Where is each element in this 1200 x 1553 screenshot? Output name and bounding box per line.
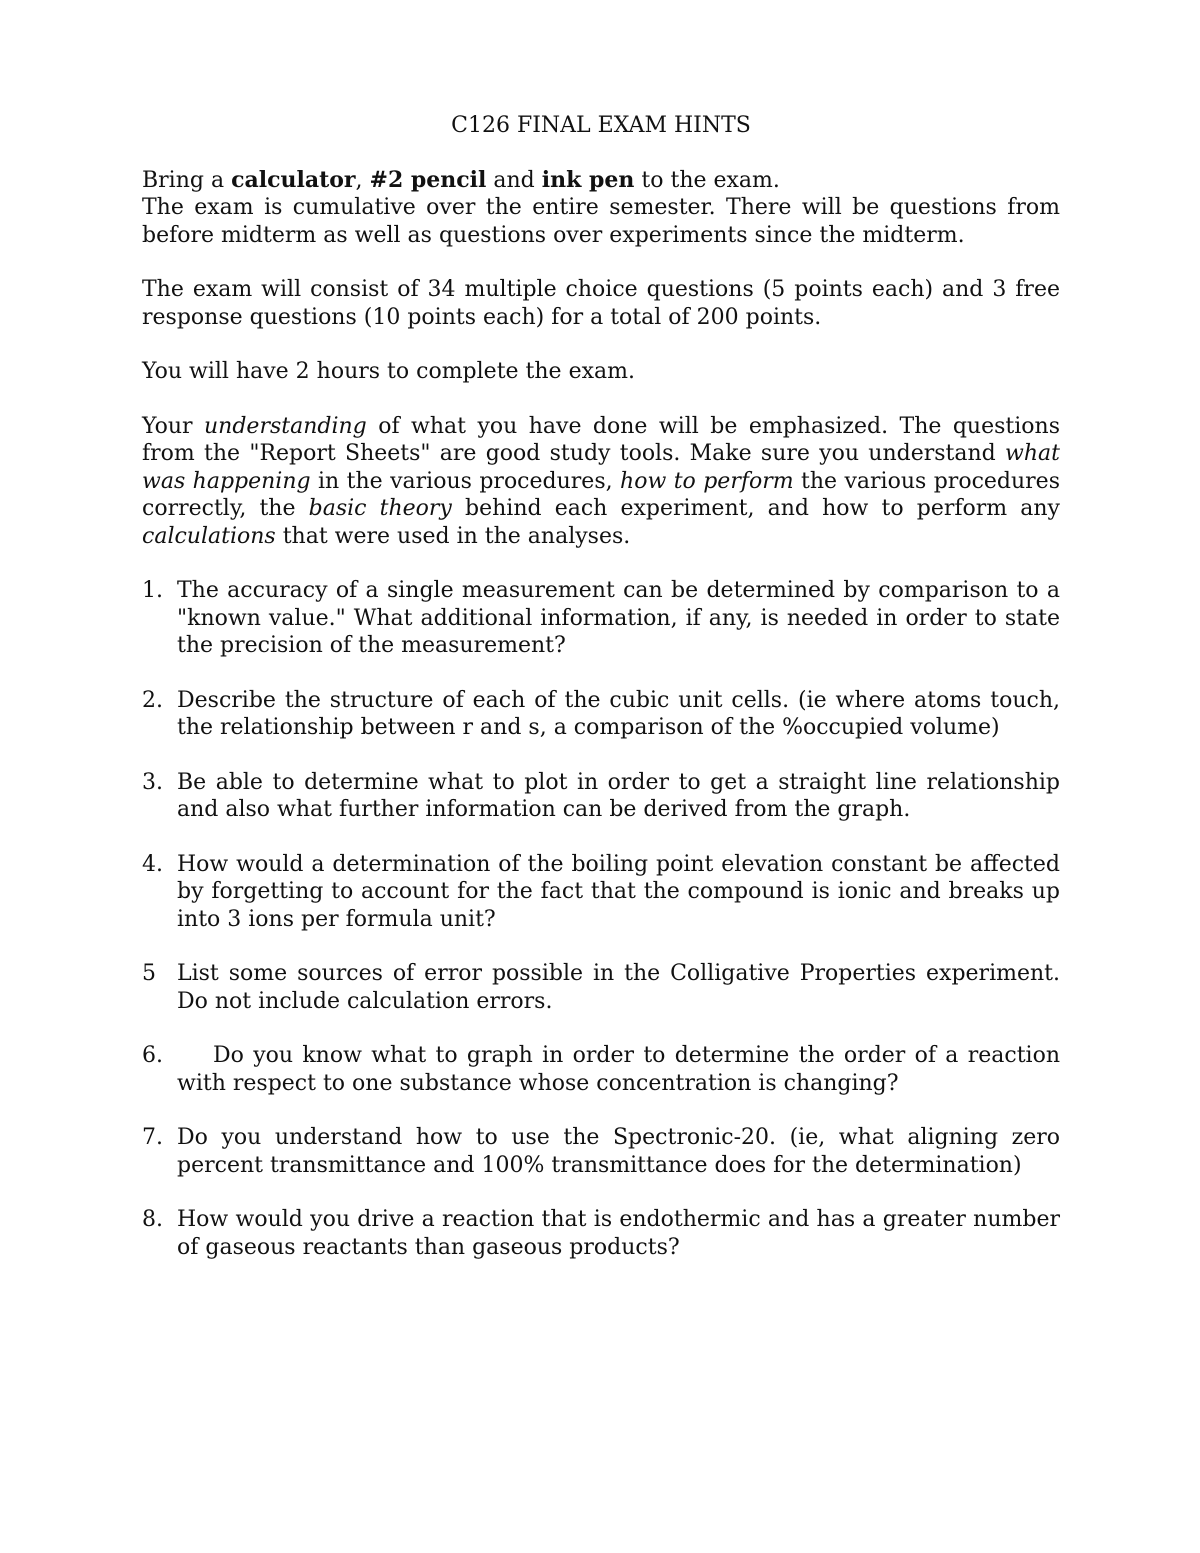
document-page — [142, 112, 1060, 1288]
emphasis-italic-perform: how to perform — [620, 468, 794, 494]
bring-line — [142, 167, 1060, 195]
list-item-text: Do you know what to graph in order to determine the order of a reaction with respect to one substance whose concentration is changing? — [177, 1043, 1060, 1096]
bring-sep-2: and — [486, 167, 542, 193]
list-item-text: List some sources of error possible in the Colligative Properties experiment. Do not include calculation errors. — [177, 961, 1060, 1014]
emphasis-text-6: that were used in the analyses. — [275, 523, 631, 549]
list-item — [142, 1042, 1060, 1097]
bring-calculator: calculator — [231, 166, 356, 193]
list-item-number: 4. — [142, 851, 163, 877]
bring-prefix: Bring a — [142, 167, 232, 193]
list-item-text: Be able to determine what to plot in order to get a straight line relationship and also what further information can be derived from the graph. — [177, 769, 1060, 822]
list-item — [142, 1124, 1060, 1179]
list-item-number: 5 — [142, 961, 156, 986]
emphasis-text-4: the various procedures correctly, the — [142, 468, 1060, 521]
list-item — [142, 769, 1060, 824]
emphasis-text-3: in the various procedures, — [310, 468, 621, 494]
list-item-text: Do you understand how to use the Spectronic-20. (ie, what aligning zero percent transmittance and 100% transmittance does for the determination) — [177, 1125, 1060, 1178]
emphasis-paragraph — [142, 413, 1060, 551]
bring-pen: ink pen — [541, 166, 635, 193]
list-item-number: 6. — [142, 1043, 163, 1068]
format-paragraph: The exam will consist of 34 multiple choice questions (5 points each) and 3 free response questions (10 points each) for a total of 200 points. — [142, 277, 1060, 330]
list-item-text: How would you drive a reaction that is endothermic and has a greater number of gaseous reactants than gaseous products? — [177, 1207, 1060, 1260]
list-item-number: 3. — [142, 769, 163, 795]
list-item — [142, 960, 1060, 1015]
emphasis-italic-theory: basic theory — [308, 496, 452, 521]
bring-sep-1: , — [355, 167, 370, 193]
list-item-text: How would a determination of the boiling point elevation constant be affected by forgetting to account for the fact that the compound is ionic and breaks up into 3 ions per formula unit? — [177, 851, 1060, 932]
emphasis-italic-calculations: calculations — [142, 523, 276, 549]
time-paragraph: You will have 2 hours to complete the exam. — [142, 359, 635, 384]
bring-pencil: #2 pencil — [369, 166, 487, 193]
list-item — [142, 1206, 1060, 1261]
emphasis-text-1: Your — [142, 413, 204, 439]
list-item-number: 2. — [142, 687, 163, 713]
emphasis-italic-happening: what was happening — [142, 441, 1060, 494]
cumulative-paragraph: The exam is cumulative over the entire semester. There will be questions from before midterm as well as questions over experiments since the midterm. — [142, 195, 1060, 248]
list-item-number: 1. — [142, 578, 163, 603]
emphasis-text-2: of what you have done will be emphasized. The questions from the "Report Sheets" are good study tools. Make sure you understand — [142, 413, 1060, 466]
list-item — [142, 577, 1060, 660]
list-item-text: Describe the structure of each of the cubic unit cells. (ie where atoms touch, the relationship between r and s, a comparison of the %occupied volume) — [177, 687, 1060, 740]
list-item-text: The accuracy of a single measurement can be determined by comparison to a "known value." What additional information, if any, is needed in order to state the precision of the measurement? — [177, 578, 1060, 658]
bring-suffix: to the exam. — [634, 167, 780, 193]
list-item-number: 8. — [142, 1207, 163, 1232]
emphasis-italic-understanding: understanding — [204, 413, 367, 439]
list-item — [142, 687, 1060, 742]
list-item-number: 7. — [142, 1125, 163, 1150]
emphasis-text-5: behind each experiment, and how to perform any — [451, 496, 1060, 521]
document-title: C126 FINAL EXAM HINTS — [451, 113, 751, 138]
list-item — [142, 851, 1060, 934]
